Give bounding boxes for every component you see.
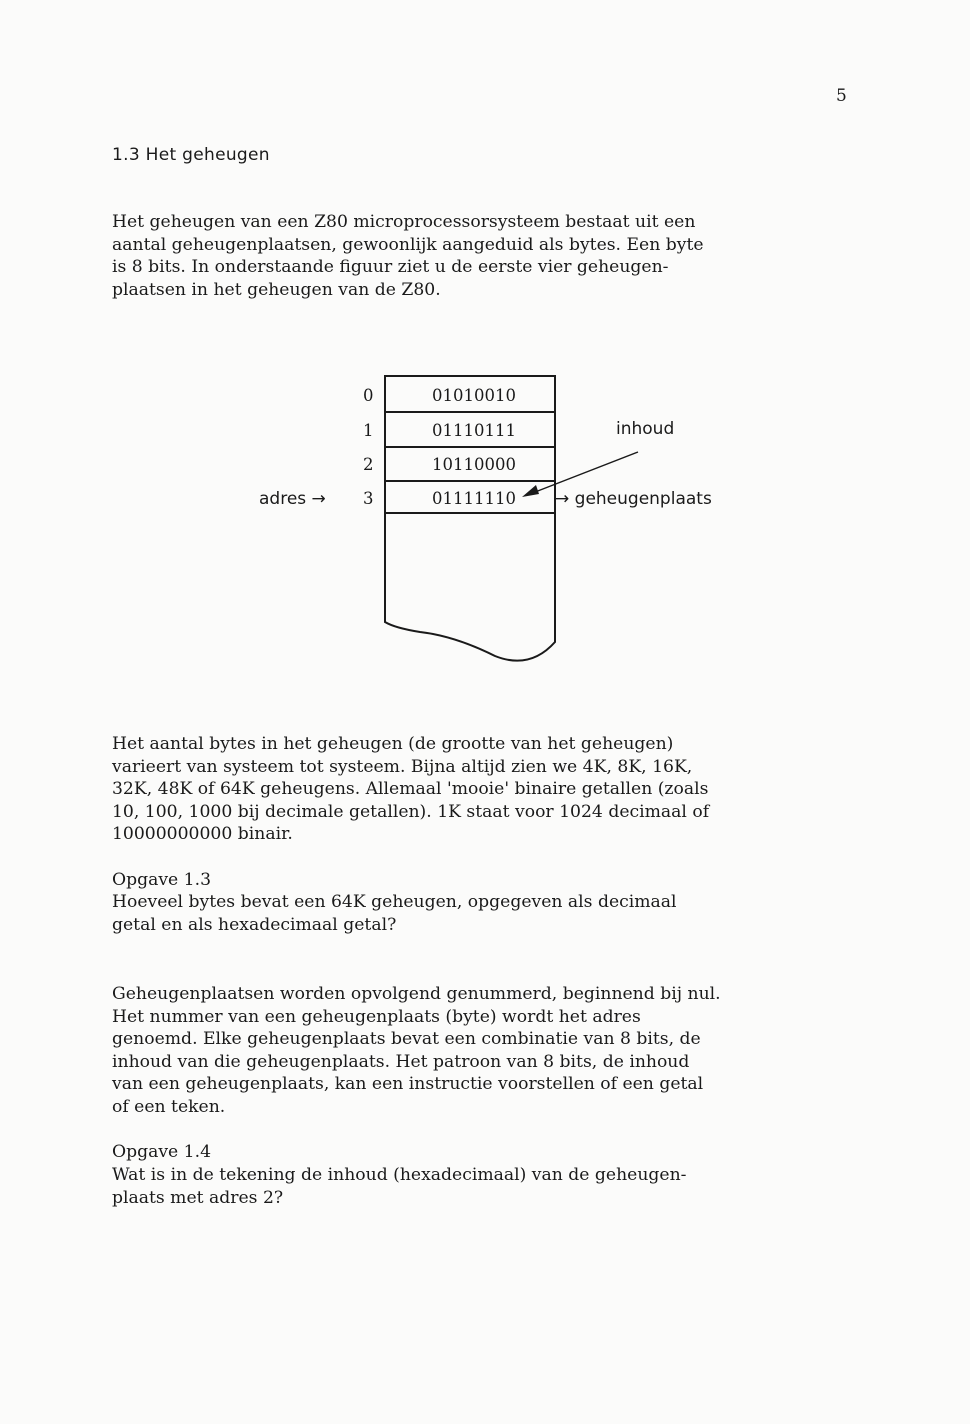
text-line: varieert van systeem tot systeem. Bijna altijd zien we 4K, 8K, 16K, xyxy=(112,756,693,777)
address-2: 2 xyxy=(363,455,374,474)
text-line: inhoud van die geheugenplaats. Het patroon van 8 bits, de inhoud xyxy=(112,1051,690,1072)
cell-content-3: 01111110 xyxy=(432,489,516,508)
text-line: 10000000000 binair. xyxy=(112,824,293,845)
content-pointer-arrowhead xyxy=(522,485,539,497)
text-line: van een geheugenplaats, kan een instructie voorstellen of een getal xyxy=(112,1074,704,1095)
memory-diagram xyxy=(250,370,770,670)
exercise-1-4-label: Opgave 1.4 xyxy=(112,1142,212,1162)
text-line: Het nummer van een geheugenplaats (byte) wordt het adres xyxy=(112,1006,641,1027)
address-0: 0 xyxy=(363,386,374,405)
intro-paragraph xyxy=(112,211,704,301)
memory-column-outline xyxy=(385,376,555,661)
text-line: plaats met adres 2? xyxy=(112,1187,284,1208)
text-line: aantal geheugenplaatsen, gewoonlijk aangeduid als bytes. Een byte xyxy=(112,234,704,255)
exercise-1-3-text xyxy=(112,891,677,936)
cell-content-0: 01010010 xyxy=(432,386,516,405)
text-line: 32K, 48K of 64K geheugens. Allemaal 'mooie' binaire getallen (zoals xyxy=(112,779,709,800)
address-3: 3 xyxy=(363,489,374,508)
text-line: of een teken. xyxy=(112,1096,226,1117)
cell-content-2: 10110000 xyxy=(432,455,516,474)
section-heading: 1.3 Het geheugen xyxy=(112,145,270,165)
address-label: adres → xyxy=(259,489,326,509)
page-number: 5 xyxy=(836,86,847,106)
memory-size-paragraph xyxy=(112,733,709,846)
text-line: is 8 bits. In onderstaande figuur ziet u de eerste vier geheugen- xyxy=(112,257,669,278)
text-line: Het aantal bytes in het geheugen (de grootte van het geheugen) xyxy=(112,734,674,754)
text-line: genoemd. Elke geheugenplaats bevat een combinatie van 8 bits, de xyxy=(112,1029,701,1050)
content-label: inhoud xyxy=(616,419,675,439)
text-line: getal en als hexadecimaal getal? xyxy=(112,914,397,935)
content-pointer-line xyxy=(530,452,638,494)
text-line: 10, 100, 1000 bij decimale getallen). 1K staat voor 1024 decimaal of xyxy=(112,801,710,822)
location-label: → geheugenplaats xyxy=(555,489,712,509)
text-line: Hoeveel bytes bevat een 64K geheugen, opgegeven als decimaal xyxy=(112,892,677,912)
cell-content-1: 01110111 xyxy=(432,421,516,440)
text-line: plaatsen in het geheugen van de Z80. xyxy=(112,279,441,300)
address-1: 1 xyxy=(363,421,374,440)
numbering-paragraph xyxy=(112,983,721,1119)
text-line: Geheugenplaatsen worden opvolgend genummerd, beginnend bij nul. xyxy=(112,984,721,1004)
exercise-1-4-text xyxy=(112,1164,686,1209)
text-line: Het geheugen van een Z80 microprocessorsysteem bestaat uit een xyxy=(112,212,696,232)
exercise-1-3-label: Opgave 1.3 xyxy=(112,870,212,890)
text-line: Wat is in de tekening de inhoud (hexadecimaal) van de geheugen- xyxy=(112,1165,687,1185)
